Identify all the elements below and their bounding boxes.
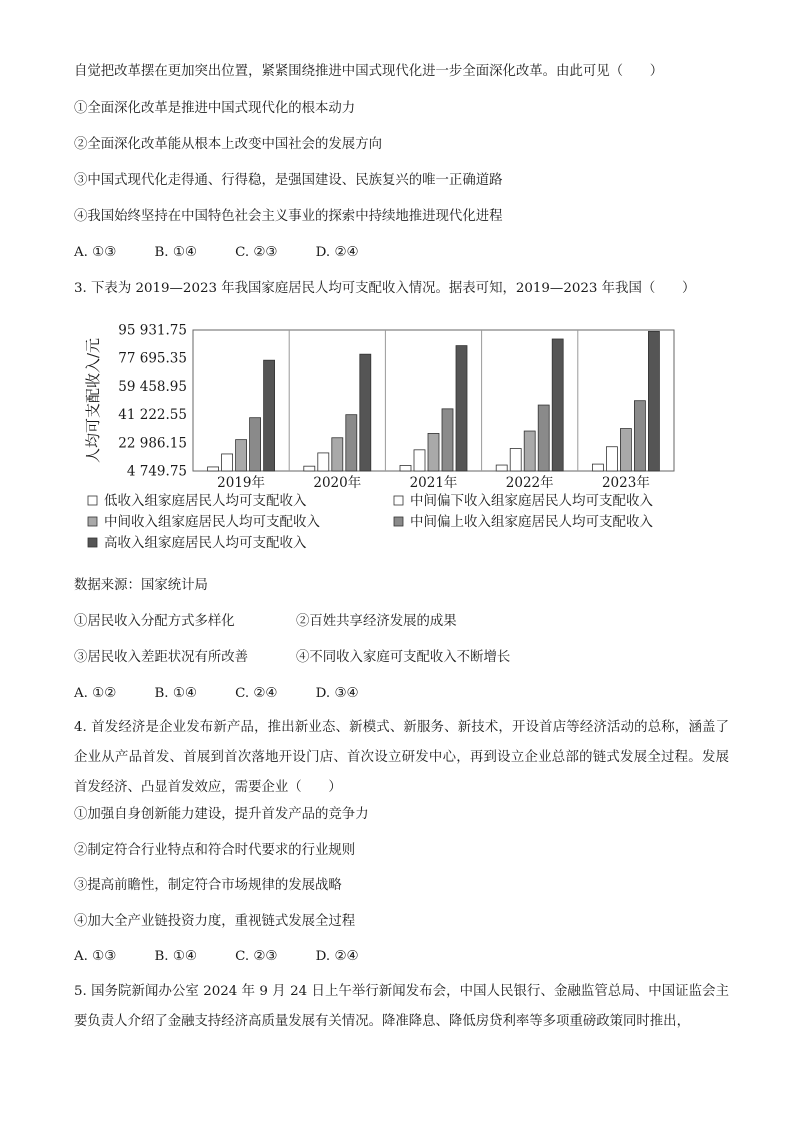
q4-option-a[interactable]: A. ①③ <box>74 949 117 964</box>
bar <box>264 360 275 471</box>
income-bar-chart <box>80 318 680 558</box>
bar <box>510 448 521 471</box>
legend-label: 中间偏上收入组家庭居民人均可支配收入 <box>410 514 653 530</box>
y-tick-label: 59 458.95 <box>118 378 187 395</box>
bar <box>250 418 261 471</box>
legend <box>88 492 653 551</box>
x-tick-label: 2019年 <box>217 475 266 491</box>
legend-swatch <box>88 496 97 505</box>
q3-stem: 3. 下表为 2019—2023 年我国家庭居民人均可支配收入情况。据表可知，2019—2023 年我国（ ） <box>74 281 696 296</box>
q5-stem: 5. 国务院新闻办公室 2024 年 9 月 24 日上午举行新闻发布会，中国人民银行、金融监管总局、中国证监会主要负责人介绍了金融支持经济高质量发展有关情况。降准降息、降低房贷利率等多项重磅政策同时推出， <box>74 984 729 1029</box>
bar <box>208 467 219 471</box>
q4-option-b[interactable]: B. ①④ <box>154 949 197 964</box>
x-tick-label: 2020年 <box>313 475 362 491</box>
q3-item-3: ③居民收入差距状况有所改善 <box>74 650 249 665</box>
bar <box>524 431 535 471</box>
bar <box>538 405 549 471</box>
q2-option-b[interactable]: B. ①④ <box>154 245 197 260</box>
y-tick-label: 77 695.35 <box>118 350 187 367</box>
bar <box>236 440 247 471</box>
q3-source: 数据来源：国家统计局 <box>74 578 208 593</box>
q3-item-4: ④不同收入家庭可支配收入不断增长 <box>296 650 511 665</box>
bar <box>552 339 563 471</box>
q2-stem: 自觉把改革摆在更加突出位置，紧紧围绕推进中国式现代化进一步全面深化改革。由此可见（ ） <box>74 64 664 79</box>
legend-label: 低收入组家庭居民人均可支配收入 <box>104 493 307 509</box>
x-tick-label: 2022年 <box>505 475 554 491</box>
bar <box>360 354 371 471</box>
bar <box>332 438 343 471</box>
bar <box>442 409 453 471</box>
x-axis <box>217 474 650 491</box>
bar <box>620 429 631 471</box>
q3-options <box>74 685 392 703</box>
y-axis <box>84 323 187 480</box>
y-tick-label: 22 986.15 <box>118 435 187 452</box>
bar <box>634 401 645 471</box>
bar <box>606 447 617 471</box>
q2-item-3: ③中国式现代化走得通、行得稳，是强国建设、民族复兴的唯一正确道路 <box>74 173 503 188</box>
q2-item-2: ②全面深化改革能从根本上改变中国社会的发展方向 <box>74 137 382 152</box>
q3-option-b[interactable]: B. ①④ <box>154 686 197 701</box>
y-tick-label: 4 749.75 <box>126 463 187 480</box>
q4-item-4: ④加大全产业链投资力度，重视链式发展全过程 <box>74 914 356 929</box>
legend-swatch <box>88 538 97 547</box>
q3-option-a[interactable]: A. ①② <box>74 686 117 701</box>
q3-option-d[interactable]: D. ③④ <box>315 686 359 701</box>
q4-options <box>74 948 392 966</box>
y-tick-label: 41 222.55 <box>118 407 187 424</box>
bar <box>318 453 329 471</box>
q2-option-c[interactable]: C. ②③ <box>235 245 278 260</box>
bars <box>208 331 660 471</box>
bar <box>592 464 603 471</box>
bar <box>648 331 659 471</box>
q4-option-d[interactable]: D. ②④ <box>315 949 359 964</box>
legend-swatch <box>394 517 403 526</box>
bar <box>414 450 425 471</box>
y-axis-label: 人均可支配收入/元 <box>84 337 102 464</box>
bar <box>428 433 439 471</box>
bar <box>456 346 467 471</box>
q3-item-1: ①居民收入分配方式多样化 <box>74 614 235 629</box>
q3-items-row-2 <box>74 649 510 667</box>
x-tick-label: 2021年 <box>409 475 458 491</box>
legend-label: 中间偏下收入组家庭居民人均可支配收入 <box>410 493 653 509</box>
legend-label: 中间收入组家庭居民人均可支配收入 <box>104 514 320 530</box>
q3-items-row-1 <box>74 613 457 631</box>
legend-swatch <box>394 496 403 505</box>
legend-swatch <box>88 517 97 526</box>
q2-option-d[interactable]: D. ②④ <box>315 245 359 260</box>
bar <box>346 415 357 471</box>
legend-label: 高收入组家庭居民人均可支配收入 <box>104 535 307 551</box>
q2-item-4: ④我国始终坚持在中国特色社会主义事业的探索中持续地推进现代化进程 <box>74 209 503 224</box>
x-tick-label: 2023年 <box>601 475 650 491</box>
q4-stem: 4. 首发经济是企业发布新产品，推出新业态、新模式、新服务、新技术，开设首店等经济活动的总称，涵盖了企业从产品首发、首展到首次落地开设门店、首次设立研发中心，再到设立企业总部的链式发展全过程。发展首发经济、凸显首发效应，需要企业（ ） <box>74 720 729 795</box>
q2-options <box>74 244 392 262</box>
q3-option-c[interactable]: C. ②④ <box>235 686 278 701</box>
bar <box>304 466 315 471</box>
bar <box>400 465 411 471</box>
bar <box>222 454 233 471</box>
q4-option-c[interactable]: C. ②③ <box>235 949 278 964</box>
q3-item-2: ②百姓共享经济发展的成果 <box>296 614 457 629</box>
q2-option-a[interactable]: A. ①③ <box>74 245 117 260</box>
q4-item-2: ②制定符合行业特点和符合时代要求的行业规则 <box>74 843 356 858</box>
q4-item-1: ①加强自身创新能力建设，提升首发产品的竞争力 <box>74 807 369 822</box>
q4-item-3: ③提高前瞻性，制定符合市场规律的发展战略 <box>74 878 342 893</box>
bar <box>496 465 507 471</box>
q2-item-1: ①全面深化改革是推进中国式现代化的根本动力 <box>74 101 356 116</box>
y-tick-label: 95 931.75 <box>118 322 187 339</box>
